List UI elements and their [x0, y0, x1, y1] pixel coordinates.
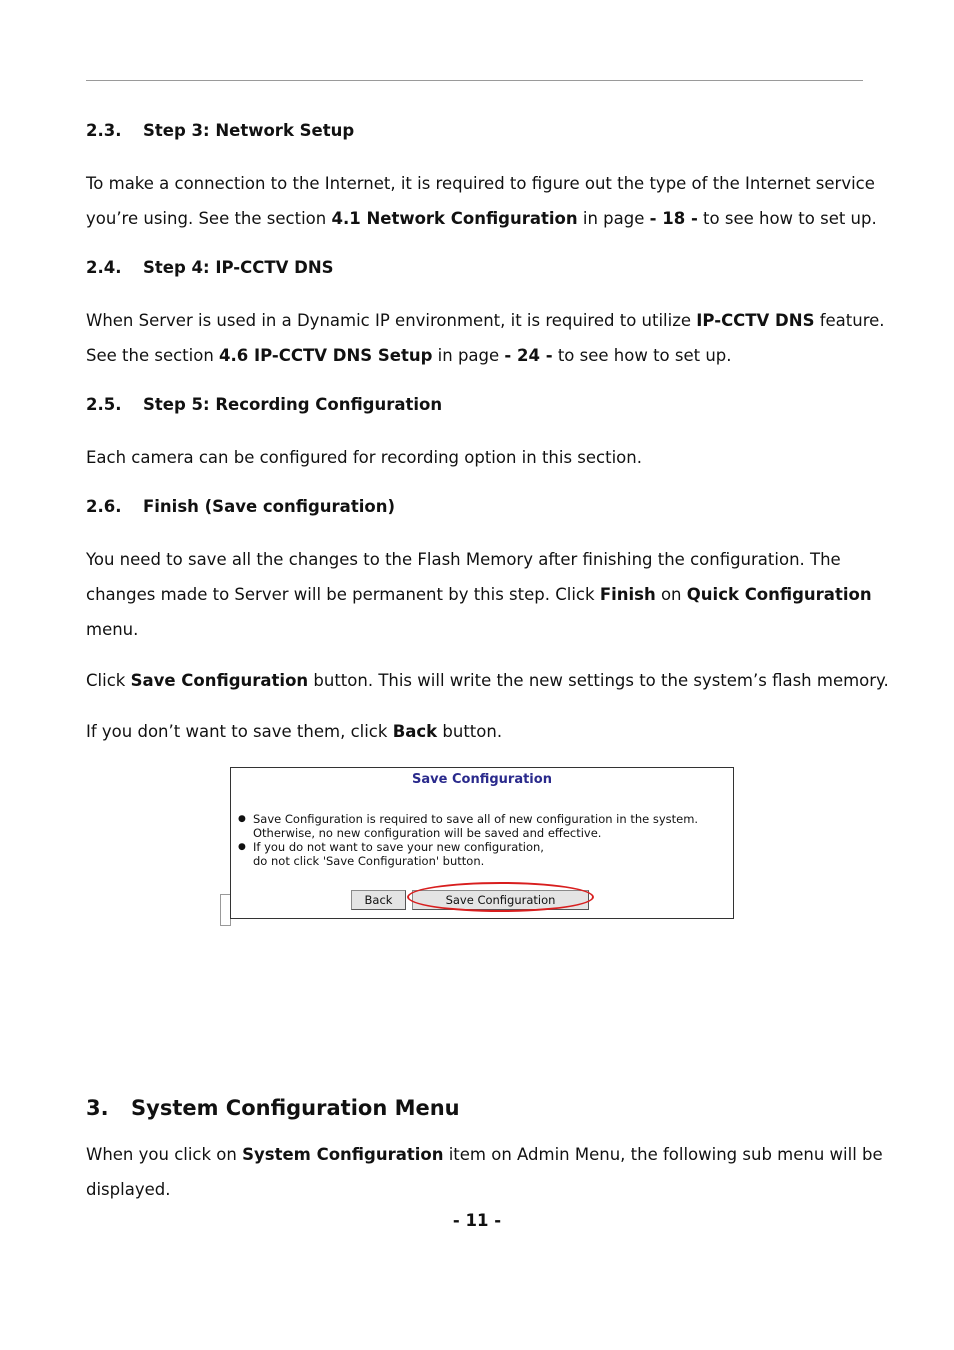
section-number: 2.4.: [86, 258, 122, 277]
text-line: When Server is used in a Dynamic IP environment, it is required to utilize IP-CCTV DNS feature.: [86, 311, 885, 330]
dialog-title: Save Configuration: [412, 772, 552, 787]
text-line: changes made to Server will be permanent by this step. Click Finish on Quick Configuration: [86, 585, 872, 604]
text-line: To make a connection to the Internet, it is required to figure out the type of the Internet service: [86, 174, 875, 193]
paragraph-click-back: [86, 714, 868, 749]
text-line: See the section 4.6 IP-CCTV DNS Setup in page - 24 - to see how to set up.: [86, 346, 732, 365]
list-item: ● If you do not want to save your new configuration, do not click 'Save Configuration' button.: [238, 840, 544, 868]
section-title: Step 3: Network Setup: [143, 121, 355, 140]
section-title: Finish (Save configuration): [143, 497, 395, 516]
section-number: 2.3.: [86, 121, 122, 140]
save-configuration-button[interactable]: Save Configuration: [412, 890, 589, 910]
bullet-icon: ●: [238, 842, 246, 852]
back-button[interactable]: Back: [351, 890, 406, 910]
chapter-number: 3.: [86, 1096, 109, 1120]
text-line: When you click on System Configuration item on Admin Menu, the following sub menu will be: [86, 1145, 883, 1164]
section-title: Step 5: Recording Configuration: [143, 395, 443, 414]
text-line: displayed.: [86, 1180, 171, 1199]
text-line: Each camera can be configured for recording option in this section.: [86, 448, 642, 467]
list-item: ● Save Configuration is required to save all of new configuration in the system. Otherwise, no new configuration will be saved and effective.: [238, 812, 699, 840]
section-number: 2.6.: [86, 497, 122, 516]
bullet-icon: ●: [238, 814, 246, 824]
section-number: 2.5.: [86, 395, 122, 414]
text-line: menu.: [86, 620, 139, 639]
paragraph-system-config: [86, 1137, 883, 1207]
text-line: you’re using. See the section 4.1 Network Configuration in page - 18 - to see how to set up.: [86, 209, 877, 228]
text-line: If you don’t want to save them, click Back button.: [86, 722, 503, 741]
paragraph-finish: [86, 542, 872, 647]
text-line: Click Save Configuration button. This will write the new settings to the system’s flash memory.: [86, 671, 889, 690]
page-number: - 11 -: [452, 1211, 502, 1230]
paragraph-click-save: [86, 663, 889, 698]
dialog-notes: [237, 812, 698, 868]
text-line: You need to save all the changes to the Flash Memory after finishing the configuration. The: [86, 550, 841, 569]
paragraph-ip-cctv-dns: [86, 303, 885, 373]
save-configuration-dialog: [230, 767, 734, 919]
paragraph-network-setup: [86, 166, 877, 236]
chapter-heading: [86, 1096, 460, 1120]
paragraph-recording: [86, 440, 868, 475]
header-rule: [86, 80, 863, 81]
chapter-title: System Configuration Menu: [131, 1096, 460, 1120]
section-title: Step 4: IP-CCTV DNS: [143, 258, 334, 277]
